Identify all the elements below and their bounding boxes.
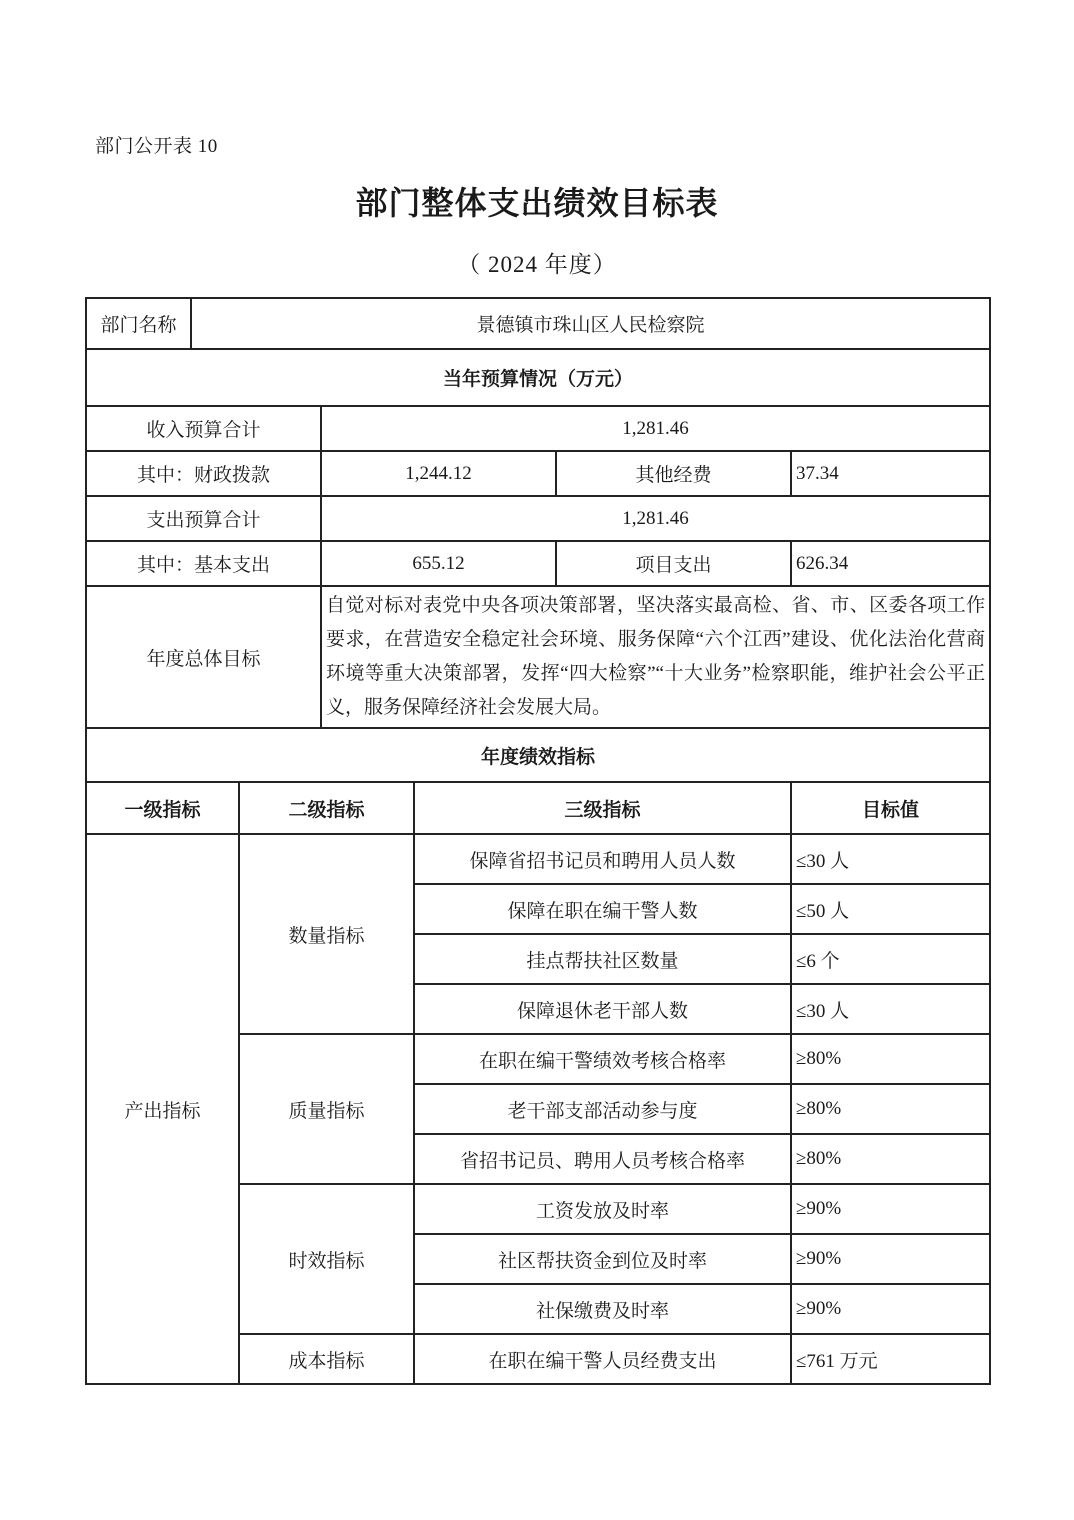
table-row bbox=[86, 586, 990, 728]
table-row bbox=[86, 298, 990, 349]
expenditure-total-value: 1,281.46 bbox=[321, 496, 990, 541]
fiscal-allocation-value: 1,244.12 bbox=[321, 451, 556, 496]
target-value-cell: ≥80% bbox=[791, 1034, 990, 1084]
annual-goal-label: 年度总体目标 bbox=[86, 586, 321, 728]
level3-indicator-cell: 挂点帮扶社区数量 bbox=[414, 934, 791, 984]
target-value-cell: ≤6 个 bbox=[791, 934, 990, 984]
fiscal-allocation-label: 其中：财政拨款 bbox=[86, 451, 321, 496]
header-level1-indicator: 一级指标 bbox=[86, 782, 239, 834]
level1-output-indicator-cell: 产出指标 bbox=[86, 834, 239, 1384]
level2-cost-indicator-cell: 成本指标 bbox=[239, 1334, 414, 1384]
annual-goal-text: 自觉对标对表党中央各项决策部署，坚决落实最高检、省、市、区委各项工作要求，在营造安全稳定社会环境、服务保障“六个江西”建设、优化法治化营商环境等重大决策部署，发挥“四大检察”“十大业务”检察职能，维护社会公平正义，服务保障经济社会发展大局。 bbox=[321, 586, 990, 728]
level3-indicator-cell: 省招书记员、聘用人员考核合格率 bbox=[414, 1134, 791, 1184]
table-row bbox=[86, 541, 990, 586]
level3-indicator-cell: 保障省招书记员和聘用人员人数 bbox=[414, 834, 791, 884]
header-level3-indicator: 三级指标 bbox=[414, 782, 791, 834]
basic-expenditure-value: 655.12 bbox=[321, 541, 556, 586]
doc-sheet-number-label: 部门公开表 10 bbox=[95, 136, 218, 157]
level2-quality-indicator-cell: 质量指标 bbox=[239, 1034, 414, 1184]
dept-name-label: 部门名称 bbox=[86, 298, 191, 349]
table-row bbox=[86, 406, 990, 451]
header-level2-indicator: 二级指标 bbox=[239, 782, 414, 834]
target-value-cell: ≥90% bbox=[791, 1284, 990, 1334]
target-value-cell: ≤761 万元 bbox=[791, 1334, 990, 1384]
income-total-value: 1,281.46 bbox=[321, 406, 990, 451]
other-funds-label: 其他经费 bbox=[556, 451, 791, 496]
basic-expenditure-label: 其中：基本支出 bbox=[86, 541, 321, 586]
indicator-header-row bbox=[86, 782, 990, 834]
level3-indicator-cell: 在职在编干警绩效考核合格率 bbox=[414, 1034, 791, 1084]
target-value-cell: ≥80% bbox=[791, 1134, 990, 1184]
table-row bbox=[86, 451, 990, 496]
page-subtitle-year: （ 2024 年度） bbox=[457, 252, 617, 277]
target-value-cell: ≥80% bbox=[791, 1084, 990, 1134]
expenditure-total-label: 支出预算合计 bbox=[86, 496, 321, 541]
target-value-cell: ≥90% bbox=[791, 1184, 990, 1234]
target-value-cell: ≥90% bbox=[791, 1234, 990, 1284]
indicators-section-header: 年度绩效指标 bbox=[86, 728, 990, 782]
budget-section-header: 当年预算情况（万元） bbox=[86, 349, 990, 406]
table-row bbox=[86, 728, 990, 782]
level3-indicator-cell: 社区帮扶资金到位及时率 bbox=[414, 1234, 791, 1284]
table-row bbox=[86, 496, 990, 541]
project-expenditure-label: 项目支出 bbox=[556, 541, 791, 586]
level3-indicator-cell: 保障退休老干部人数 bbox=[414, 984, 791, 1034]
level3-indicator-cell: 工资发放及时率 bbox=[414, 1184, 791, 1234]
table-row bbox=[86, 349, 990, 406]
level2-quantity-indicator-cell: 数量指标 bbox=[239, 834, 414, 1034]
level3-indicator-cell: 老干部支部活动参与度 bbox=[414, 1084, 791, 1134]
page-title: 部门整体支出绩效目标表 bbox=[355, 185, 719, 221]
indicator-row bbox=[86, 834, 990, 884]
target-value-cell: ≤30 人 bbox=[791, 984, 990, 1034]
target-value-cell: ≤30 人 bbox=[791, 834, 990, 884]
level2-timeliness-indicator-cell: 时效指标 bbox=[239, 1184, 414, 1334]
target-value-cell: ≤50 人 bbox=[791, 884, 990, 934]
income-total-label: 收入预算合计 bbox=[86, 406, 321, 451]
performance-target-table bbox=[85, 297, 991, 1385]
project-expenditure-value: 626.34 bbox=[791, 541, 990, 586]
level3-indicator-cell: 社保缴费及时率 bbox=[414, 1284, 791, 1334]
level3-indicator-cell: 在职在编干警人员经费支出 bbox=[414, 1334, 791, 1384]
level3-indicator-cell: 保障在职在编干警人数 bbox=[414, 884, 791, 934]
header-target-value: 目标值 bbox=[791, 782, 990, 834]
other-funds-value: 37.34 bbox=[791, 451, 990, 496]
dept-name-value: 景德镇市珠山区人民检察院 bbox=[191, 298, 990, 349]
